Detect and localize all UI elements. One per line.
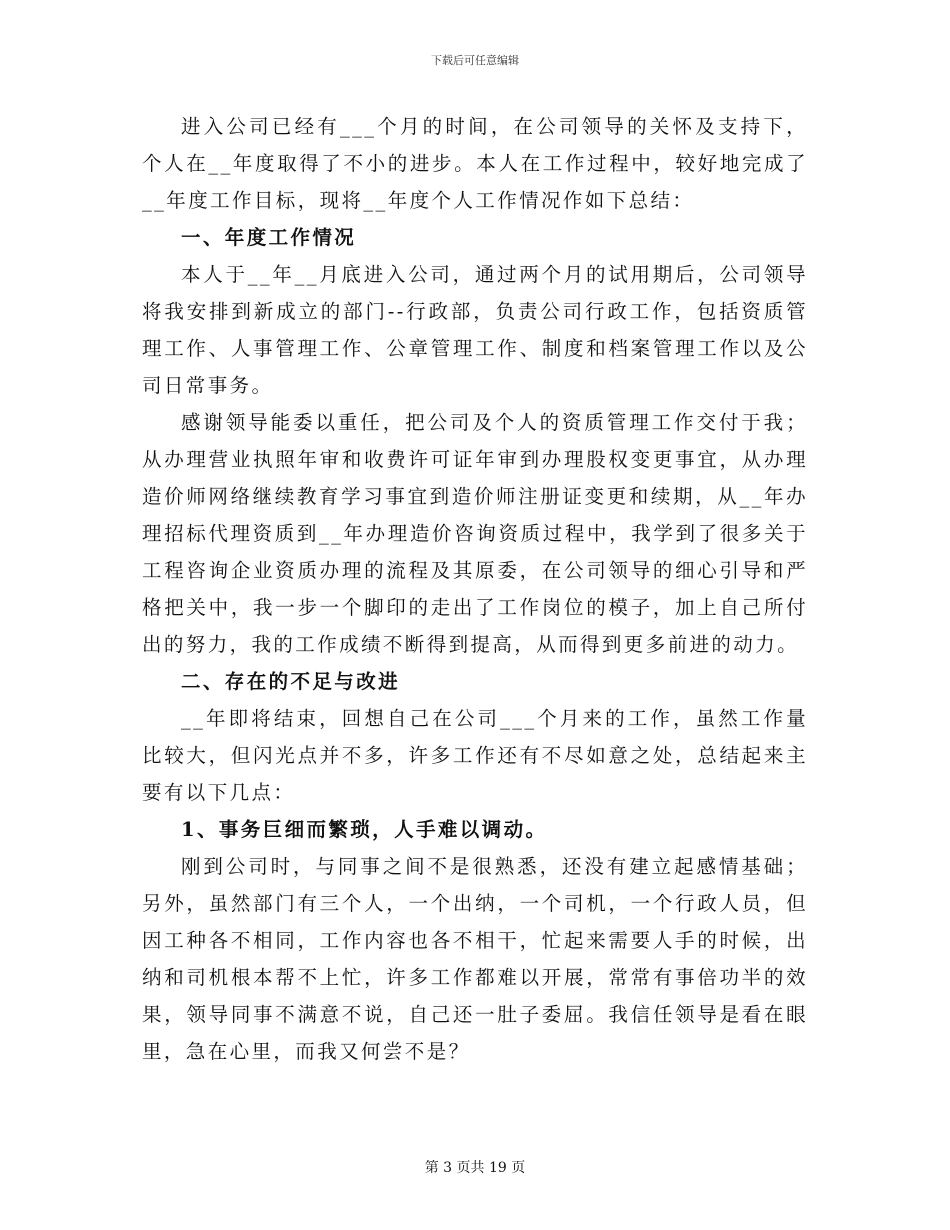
shortcomings-intro-paragraph: __年即将结束，回想自己在公司___个月来的工作，虽然工作量比较大，但闪光点并不多，许多工作还有不尽如意之处，总结起来主要有以下几点： <box>142 707 808 804</box>
document-body <box>142 108 808 1070</box>
header-note: 下载后可任意编辑 <box>431 54 519 67</box>
section-heading-annual-work: 一、年度工作情况 <box>181 226 357 249</box>
section-heading-shortcomings: 二、存在的不足与改进 <box>181 670 401 693</box>
subheading-tasks: 1、事务巨细而繁琐，人手难以调动。 <box>181 818 548 841</box>
page-number: 第 3 页共 19 页 <box>424 1160 526 1176</box>
intro-paragraph: 进入公司已经有___个月的时间，在公司领导的关怀及支持下，个人在__年度取得了不小的进步。本人在工作过程中，较好地完成了__年度工作目标，现将__年度个人工作情况作如下总结： <box>142 115 808 212</box>
tasks-paragraph: 刚到公司时，与同事之间不是很熟悉，还没有建立起感情基础；另外，虽然部门有三个人，一个出纳，一个司机，一个行政人员，但因工种各不相同，工作内容也各不相干，忙起来需要人手的时候，出纳和司机根本帮不上忙，许多工作都难以开展，常常有事倍功半的效果，领导同事不满意不说，自己还一肚子委屈。我信任领导是看在眼里，急在心里，而我又何尝不是？ <box>142 855 808 1063</box>
annual-work-paragraph: 本人于__年__月底进入公司，通过两个月的试用期后，公司领导将我安排到新成立的部门--行政部，负责公司行政工作，包括资质管理工作、人事管理工作、公章管理工作、制度和档案管理工作以及公司日常事务。 <box>142 263 808 397</box>
qualification-work-paragraph: 感谢领导能委以重任，把公司及个人的资质管理工作交付于我；从办理营业执照年审和收费许可证年审到办理股权变更事宜，从办理造价师网络继续教育学习事宜到造价师注册证变更和续期，从__年办理招标代理资质到__年办理造价咨询资质过程中，我学到了很多关于工程咨询企业资质办理的流程及其原委，在公司领导的细心引导和严格把关中，我一步一个脚印的走出了工作岗位的模子，加上自己所付出的努力，我的工作成绩不断得到提高，从而得到更多前进的动力。 <box>142 411 808 656</box>
